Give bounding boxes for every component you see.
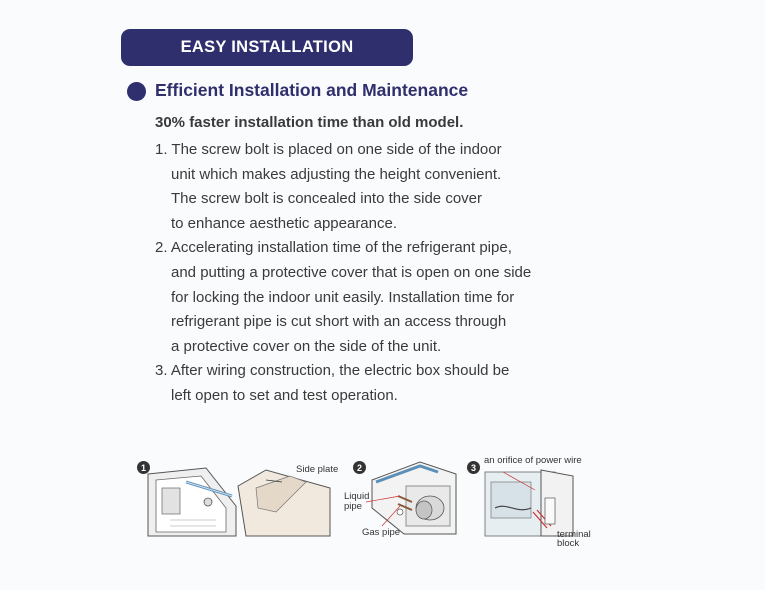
description-line: 3. After wiring construction, the electric box should be: [155, 362, 510, 380]
banner-title: EASY INSTALLATION: [180, 38, 354, 56]
description-line: left open to set and test operation.: [171, 386, 398, 404]
pipe-pointer-lines: [360, 490, 410, 528]
step3-marker: 3: [467, 461, 480, 474]
description-line: unit which makes adjusting the height convenient.: [171, 165, 502, 183]
side-plate-illustration: [236, 468, 332, 538]
label-liquid-pipe-1: Liquid: [344, 491, 370, 502]
section-banner: [121, 29, 413, 66]
label-gas-pipe: Gas pipe: [362, 527, 401, 538]
label-side-plate: Side plate: [296, 464, 339, 475]
description-text: [155, 138, 531, 409]
description-line: refrigerant pipe is cut short with an access through: [171, 313, 507, 331]
label-terminal-1: terminal: [557, 529, 591, 540]
step2-marker: 2: [353, 461, 366, 474]
label-orifice-power-wire: an orifice of power wire: [484, 455, 582, 466]
description-line: 1. The screw bolt is placed on one side of the indoor: [155, 141, 502, 158]
description-line: The screw bolt is concealed into the side cover: [171, 190, 482, 208]
description-line: 2. Accelerating installation time of the refrigerant pipe,: [155, 239, 512, 257]
description-line: to enhance aesthetic appearance.: [171, 214, 398, 232]
section-heading: Efficient Installation and Maintenance: [155, 80, 469, 100]
step1-marker: 1: [137, 461, 150, 474]
description-line: and putting a protective cover that is open on one side: [171, 263, 532, 281]
section-subheading: 30% faster installation time than old model.: [155, 114, 464, 131]
label-terminal-2: block: [557, 538, 580, 549]
description-line: a protective cover on the side of the unit.: [171, 337, 442, 355]
screw-bolt-illustration: [146, 466, 238, 538]
label-liquid-pipe-2: pipe: [344, 501, 362, 512]
bullet-icon: [127, 82, 146, 101]
electric-box-illustration: [483, 468, 575, 538]
description-line: for locking the indoor unit easily. Installation time for: [171, 288, 515, 306]
